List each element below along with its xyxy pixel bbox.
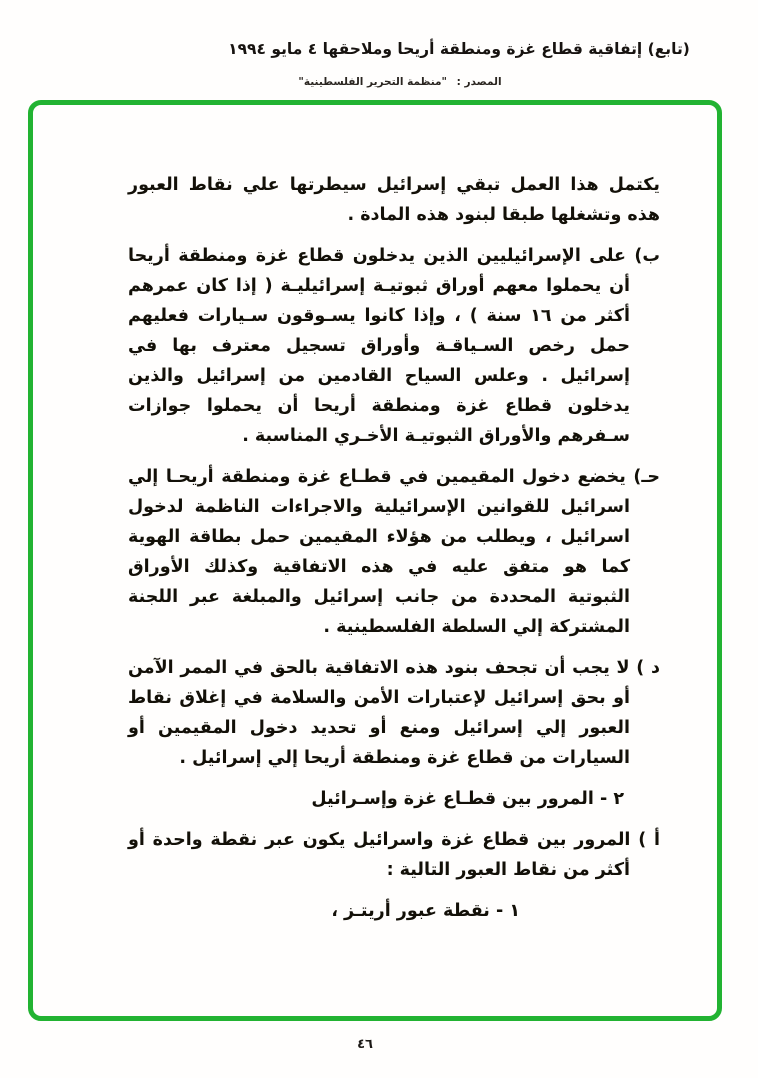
item-b-paragraph: ب) على الإسرائيليين الذين يدخلون قطاع غزة ومنطقة أريحا أن يحملوا معهم أوراق ثبوتيـة إسرائيليـة ( إذا كان عمرهم أكثر من ١٦ سنة ) ، وإذا كانوا يسـوقون سـيارات فعليهم حمل رخص السـياقـة وأوراق تسجيل معترف بها في إسرائيل . وعلس السياح القادمين من إسرائيل والذين يدخلون قطاع غزة ومنطقة أريحا أن يحملوا جوازات سـفرهم والأوراق الثبوتيـة الأخـري المناسبة . — [128, 246, 660, 446]
item-h-paragraph: حـ) يخضع دخول المقيمين في قطـاع غزة ومنطقة أريحـا إلي اسرائيل للقوانين الإسرائيلية والاجراءات الناظمة لدخول اسرائيل ، ويطلب من هؤلاء المقيمين حمل بطاقة الهوية كما هو متفق عليه في هذه الاتفاقية وكذلك الأوراق الثبوتية المحددة من جانب إسرائيل والمبلغة عبر اللجنة المشتركة إلي السلطة الفلسطينية . — [128, 467, 660, 637]
source-line — [42, 76, 758, 88]
source-label: المصدر : — [456, 76, 502, 88]
intro-paragraph: يكتمل هذا العمل تبقي إسرائيل سيطرتها علي نقاط العبور هذه وتشغلها طبقا لبنود هذه المادة . — [128, 175, 660, 225]
page-number: ٤٦ — [357, 1037, 373, 1052]
crossing-point-1: ١ - نقطة عبور أريتـز ، — [331, 901, 520, 921]
section-2-heading: ٢ - المرور بين قطـاع غزة وإسـرائيل — [311, 789, 624, 809]
source-value: "منظمة التحرير الفلسطينية" — [298, 76, 448, 88]
item-d-paragraph: د ) لا يجب أن تجحف بنود هذه الاتفاقية بالحق في الممر الآمن أو بحق إسرائيل لإعتبارات الأمن والسلامة في إغلاق نقاط العبور إلي إسرائيل ومنع أو تحديد دخول المقيمين أو السيارات من قطاع غزة ومنطقة أريحا إلي إسرائيل . — [128, 658, 660, 768]
document-body — [128, 170, 660, 937]
document-title: (تابع) إتفاقية قطاع غزة ومنطقة أريحا وملاحقها ٤ مايو ١٩٩٤ — [228, 40, 690, 58]
item-a-paragraph: أ ) المرور بين قطاع غزة واسرائيل يكون عبر نقطة واحدة أو أكثر من نقاط العبور التالية : — [128, 830, 660, 880]
